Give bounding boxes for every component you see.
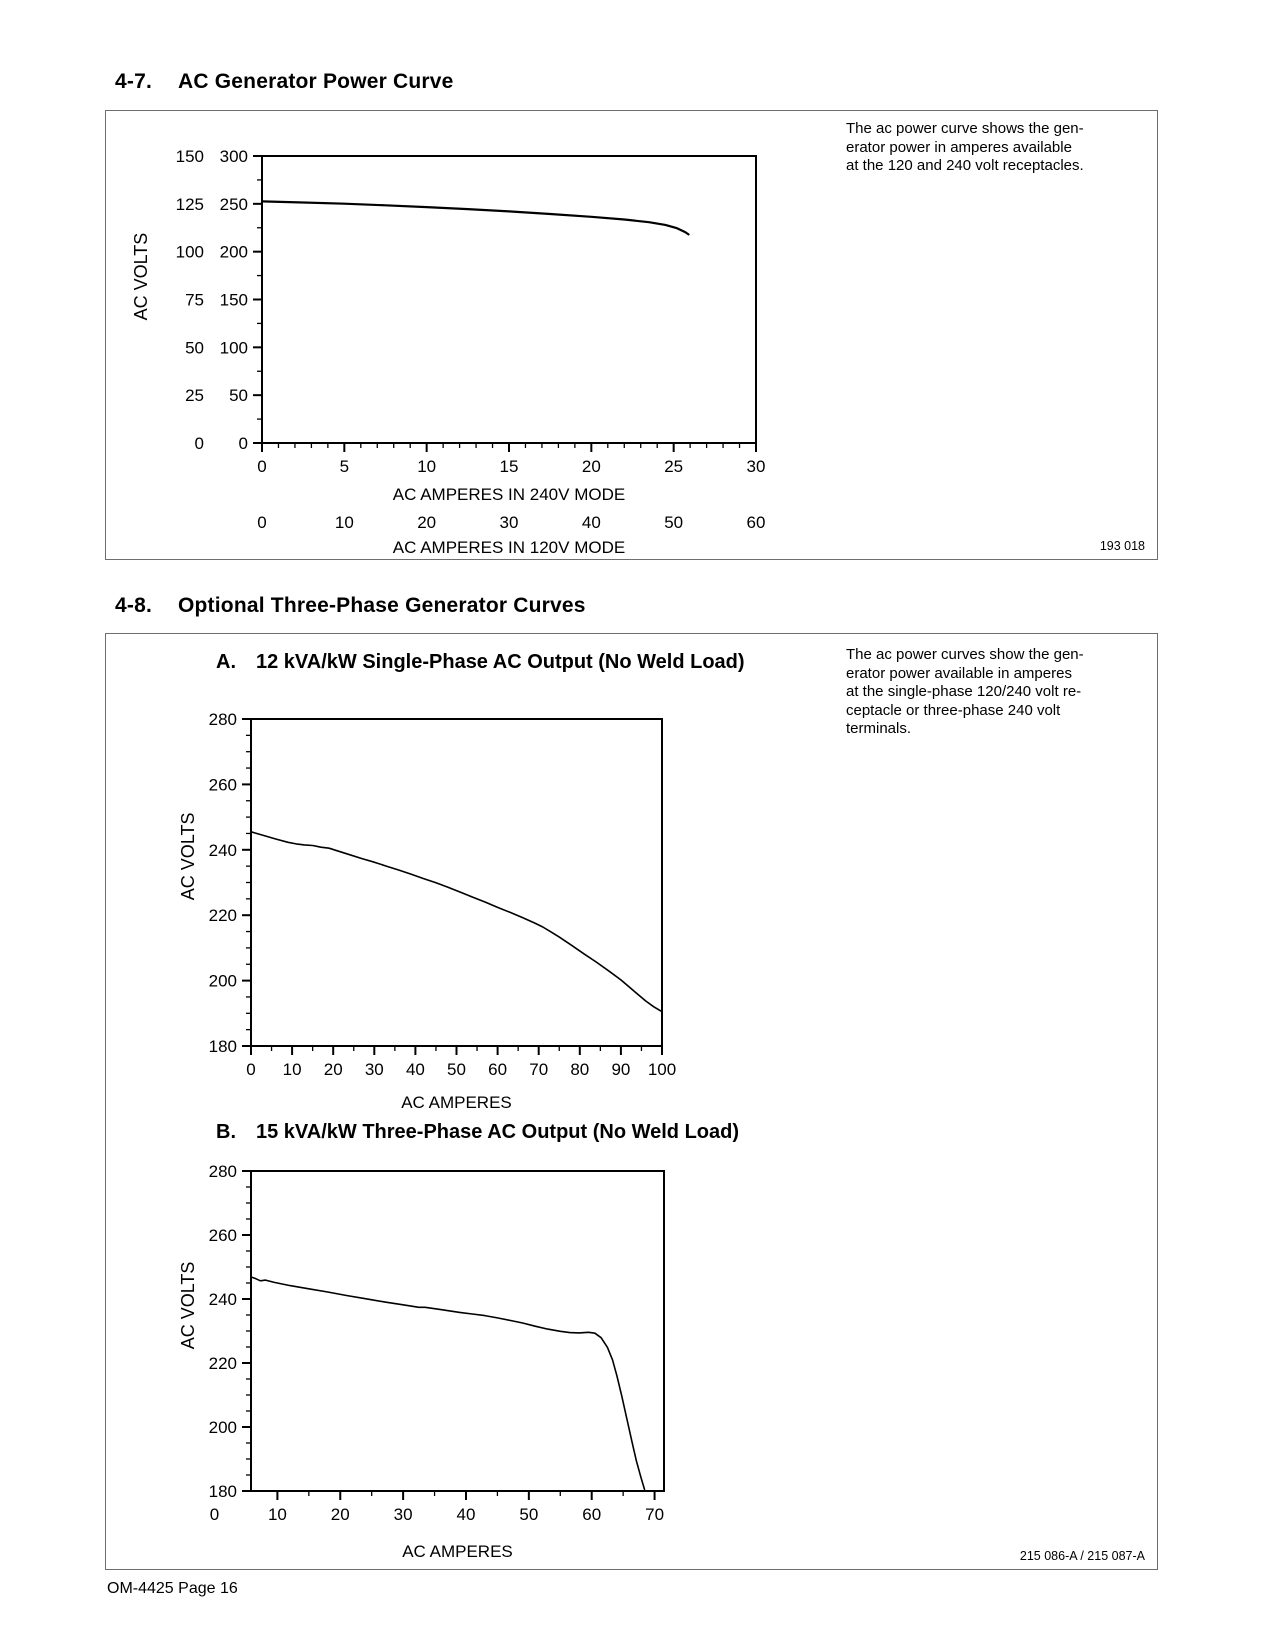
ac-generator-power-curve-chart bbox=[106, 111, 806, 559]
figure-number: 215 086-A / 215 087-A bbox=[1019, 1549, 1145, 1563]
svg-text:AC VOLTS: AC VOLTS bbox=[131, 232, 151, 321]
chart-a-title-text: 12 kVA/kW Single-Phase AC Output (No Weld Load) bbox=[256, 651, 745, 673]
section-4-7-heading bbox=[115, 70, 454, 94]
svg-text:AC AMPERES IN 240V MODE: AC AMPERES IN 240V MODE bbox=[392, 485, 626, 504]
svg-text:60: 60 bbox=[488, 1060, 508, 1079]
svg-text:10: 10 bbox=[417, 457, 437, 476]
svg-text:280: 280 bbox=[208, 1162, 237, 1181]
svg-text:125: 125 bbox=[175, 194, 204, 214]
svg-text:50: 50 bbox=[447, 1060, 466, 1079]
svg-text:40: 40 bbox=[581, 513, 601, 532]
svg-text:100: 100 bbox=[647, 1060, 677, 1079]
svg-text:200: 200 bbox=[208, 971, 237, 991]
figure-note: The ac power curve shows the gen- erator power in amperes available at the 120 and 240 volt receptacles. bbox=[846, 120, 1084, 174]
svg-text:60: 60 bbox=[746, 513, 766, 532]
svg-text:250: 250 bbox=[219, 194, 248, 214]
svg-text:220: 220 bbox=[208, 1354, 237, 1373]
svg-text:90: 90 bbox=[611, 1060, 631, 1079]
svg-text:240: 240 bbox=[208, 1290, 237, 1309]
three-phase-output-chart bbox=[106, 1141, 806, 1565]
svg-text:50: 50 bbox=[664, 513, 684, 532]
svg-text:240: 240 bbox=[208, 840, 237, 860]
svg-text:0: 0 bbox=[209, 1505, 220, 1524]
figure-note: The ac power curves show the gen- erator power available in amperes at the single-phase 120/240 volt re- ceptacle or three-phase 240 volt terminals. bbox=[846, 646, 1084, 737]
svg-text:AC VOLTS: AC VOLTS bbox=[178, 812, 198, 901]
section-title: AC Generator Power Curve bbox=[178, 70, 454, 93]
svg-text:260: 260 bbox=[208, 775, 237, 795]
svg-text:20: 20 bbox=[330, 1505, 350, 1524]
section-number: 4-7. bbox=[115, 70, 152, 93]
svg-text:50: 50 bbox=[229, 386, 248, 406]
svg-text:50: 50 bbox=[185, 338, 204, 358]
svg-text:300: 300 bbox=[219, 147, 248, 166]
svg-text:220: 220 bbox=[208, 906, 237, 926]
svg-text:75: 75 bbox=[185, 290, 204, 310]
svg-text:200: 200 bbox=[219, 242, 248, 262]
svg-text:70: 70 bbox=[529, 1060, 549, 1079]
svg-text:100: 100 bbox=[175, 242, 204, 262]
svg-text:80: 80 bbox=[570, 1060, 590, 1079]
chart-b-title-text: 15 kVA/kW Three-Phase AC Output (No Weld Load) bbox=[256, 1121, 740, 1143]
svg-text:0: 0 bbox=[257, 513, 267, 532]
svg-text:280: 280 bbox=[208, 710, 237, 729]
svg-text:30: 30 bbox=[499, 513, 519, 532]
chart-a-title bbox=[216, 651, 745, 674]
chart-a-letter: A. bbox=[216, 651, 236, 673]
svg-text:180: 180 bbox=[208, 1037, 237, 1056]
svg-text:20: 20 bbox=[417, 513, 437, 532]
chart-b-letter: B. bbox=[216, 1121, 236, 1143]
svg-text:150: 150 bbox=[219, 290, 248, 310]
svg-text:20: 20 bbox=[581, 457, 601, 476]
svg-text:AC AMPERES: AC AMPERES bbox=[401, 1093, 512, 1112]
single-phase-output-chart bbox=[106, 691, 806, 1115]
section-4-8-heading bbox=[115, 594, 586, 618]
svg-text:10: 10 bbox=[282, 1060, 302, 1079]
svg-text:25: 25 bbox=[664, 457, 684, 476]
svg-text:0: 0 bbox=[246, 1060, 256, 1079]
svg-text:180: 180 bbox=[208, 1482, 237, 1501]
svg-text:0: 0 bbox=[257, 457, 267, 476]
page-footer: OM-4425 Page 16 bbox=[107, 1580, 238, 1597]
svg-text:30: 30 bbox=[746, 457, 766, 476]
generator-power-curve-panel bbox=[105, 110, 1158, 560]
svg-text:10: 10 bbox=[267, 1505, 287, 1524]
svg-text:200: 200 bbox=[208, 1418, 237, 1437]
svg-text:15: 15 bbox=[499, 457, 519, 476]
svg-text:30: 30 bbox=[393, 1505, 413, 1524]
svg-text:10: 10 bbox=[334, 513, 354, 532]
svg-text:5: 5 bbox=[339, 457, 350, 476]
section-title: Optional Three-Phase Generator Curves bbox=[178, 594, 586, 617]
svg-text:25: 25 bbox=[185, 386, 204, 406]
svg-text:50: 50 bbox=[519, 1505, 539, 1524]
svg-text:AC AMPERES IN 120V MODE: AC AMPERES IN 120V MODE bbox=[392, 538, 626, 557]
svg-text:AC VOLTS: AC VOLTS bbox=[178, 1261, 198, 1350]
svg-text:20: 20 bbox=[323, 1060, 343, 1079]
svg-text:70: 70 bbox=[645, 1505, 665, 1524]
figure-number: 193 018 bbox=[1099, 539, 1145, 553]
svg-text:AC AMPERES: AC AMPERES bbox=[402, 1542, 513, 1561]
section-number: 4-8. bbox=[115, 594, 152, 617]
svg-text:260: 260 bbox=[208, 1226, 237, 1245]
svg-text:30: 30 bbox=[364, 1060, 384, 1079]
svg-text:60: 60 bbox=[582, 1505, 602, 1524]
svg-text:100: 100 bbox=[219, 338, 248, 358]
svg-text:40: 40 bbox=[456, 1505, 476, 1524]
svg-text:0: 0 bbox=[238, 434, 248, 453]
three-phase-curves-panel bbox=[105, 633, 1158, 1570]
svg-text:40: 40 bbox=[405, 1060, 425, 1079]
svg-text:150: 150 bbox=[175, 147, 204, 166]
svg-text:0: 0 bbox=[194, 434, 204, 453]
